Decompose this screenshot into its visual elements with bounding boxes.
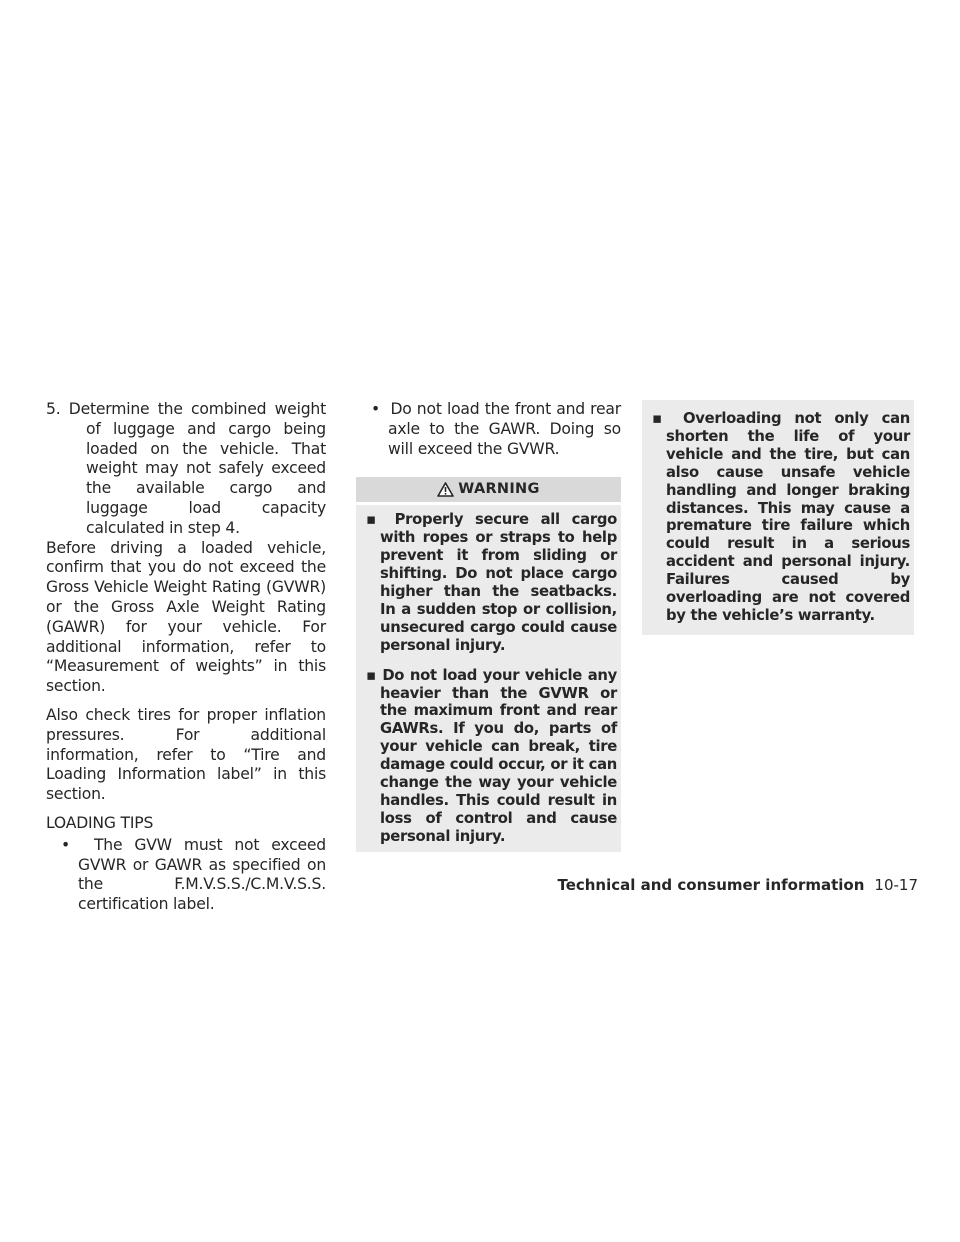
bullet-square: ▪ xyxy=(366,666,383,684)
paragraph-tire-inflation: Also check tires for proper inflation pressures. For additional information, refer to “Tire and Loading Information label” in this section. xyxy=(46,705,326,804)
paragraph-gvwr: Before driving a loaded vehicle, confirm that you do not exceed the Gross Vehicle Weight Rating (GVWR) or the Gross Axle Weight Rating (GAWR) for your vehicle. For additional information, refer to “Measurement of weights” in this section. xyxy=(46,538,326,696)
step-5 xyxy=(46,400,326,539)
warning-triangle-icon xyxy=(437,482,454,497)
list-item-tip-1 xyxy=(46,836,326,915)
middle-column xyxy=(356,400,621,852)
tip-text: The GVW must not exceed GVWR or GAWR as specified on the F.M.V.S.S./C.M.V.S.S. certification label. xyxy=(78,835,326,914)
warning-header xyxy=(356,477,621,502)
bullet-dot: • xyxy=(371,400,391,418)
bullet-square: ▪ xyxy=(652,410,684,427)
step-text: Determine the combined weight of luggage and cargo being loaded on the vehicle. That weight may not safely exceed the available cargo and luggage load capacity calculated in step 4. xyxy=(68,400,326,537)
section-heading-loading-tips: LOADING TIPS xyxy=(46,813,154,832)
page-number: 10-17 xyxy=(874,876,918,894)
warning-item-overweight xyxy=(364,667,617,846)
warning-item-secure-cargo xyxy=(364,511,617,654)
warning-text: Do not load your vehicle any heavier than the GVWR or the maximum front and rear GAWRs. If you do, parts of your vehicle can break, tire damage could occur, or it can change the way your vehicle handles. This could result in loss of control and cause personal injury. xyxy=(380,666,617,845)
warning-item-overloading xyxy=(650,410,910,625)
warning-title: WARNING xyxy=(458,480,540,497)
warning-text: Properly secure all cargo with ropes or straps to help prevent it from sliding or shifting. Do not place cargo higher than the seatbacks. In a sudden stop or collision, unsecured cargo could cause personal injury. xyxy=(380,511,617,654)
tip-text: Do not load the front and rear axle to the GAWR. Doing so will exceed the GVWR. xyxy=(388,400,621,458)
list-item-tip-2 xyxy=(356,400,621,459)
warning-box xyxy=(356,505,621,851)
left-column xyxy=(46,400,326,915)
step-number: 5. xyxy=(46,400,61,418)
bullet-dot: • xyxy=(61,835,94,854)
right-column xyxy=(642,400,914,635)
warning-text: Overloading not only can shorten the life of your vehicle and the tire, but can also cause unsafe vehicle handling and longer braking distances. This may cause a premature tire failure which could result in a serious accident and personal injury. Failures caused by overloading are not covered by the vehicle’s warranty. xyxy=(666,410,910,624)
footer-section-title: Technical and consumer information xyxy=(557,876,865,894)
bullet-square: ▪ xyxy=(366,511,395,529)
page-footer xyxy=(557,876,918,894)
warning-box-continued xyxy=(642,400,914,635)
